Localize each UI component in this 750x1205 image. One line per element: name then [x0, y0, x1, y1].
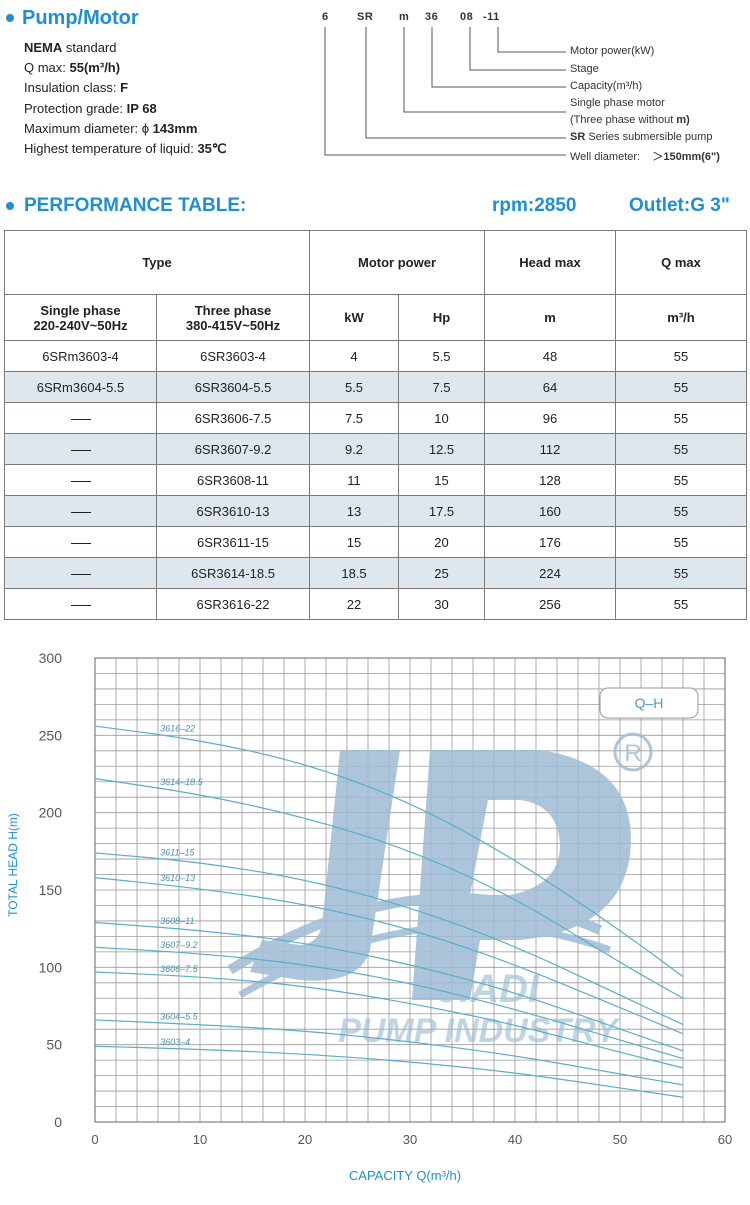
y-tick-label: 0	[54, 1114, 62, 1130]
cell-hp: 7.5	[399, 372, 485, 403]
cell-three-phase: 6SR3614-18.5	[157, 558, 310, 589]
cell-kw: 4	[310, 341, 399, 372]
x-tick-label: 50	[612, 1132, 628, 1147]
cell-kw: 15	[310, 527, 399, 558]
performance-table-wrap	[4, 230, 747, 620]
cell-head-max: 128	[485, 465, 616, 496]
dash-mark	[71, 481, 91, 482]
x-axis-title: CAPACITY Q(m³/h)	[348, 1168, 462, 1183]
table-row	[5, 496, 747, 527]
section-bullet	[6, 202, 14, 210]
header-motor-power: Motor power	[310, 231, 485, 295]
x-tick-label: 60	[717, 1132, 733, 1147]
cell-q-max: 55	[616, 341, 747, 372]
series-label: 3611–15	[160, 847, 195, 858]
spec-line: Highest temperature of liquid: 35℃	[24, 141, 227, 157]
cell-head-max: 224	[485, 558, 616, 589]
cell-three-phase: 6SR3611-15	[157, 527, 310, 558]
cell-q-max: 55	[616, 558, 747, 589]
y-tick-label: 50	[46, 1036, 62, 1053]
cell-single-phase	[5, 589, 157, 620]
cell-hp: 15	[399, 465, 485, 496]
cell-three-phase: 6SR3606-7.5	[157, 403, 310, 434]
spec-line: Insulation class: F	[24, 80, 129, 96]
series-label: 3603–4	[160, 1037, 191, 1048]
dash-mark	[71, 512, 91, 513]
cell-hp: 25	[399, 558, 485, 589]
cell-single-phase	[5, 465, 157, 496]
cell-hp: 10	[399, 403, 485, 434]
cell-single-phase	[5, 558, 157, 589]
cell-hp: 30	[399, 589, 485, 620]
header-kw: kW	[310, 295, 399, 341]
x-tick-label: 20	[297, 1132, 313, 1147]
dash-mark	[71, 574, 91, 575]
qh-chart	[0, 640, 750, 1205]
code-part: -11	[483, 11, 500, 23]
cell-head-max: 48	[485, 341, 616, 372]
header-hp: Hp	[399, 295, 485, 341]
y-tick-label: 300	[38, 650, 62, 666]
dash-mark	[71, 543, 91, 544]
cell-q-max: 55	[616, 434, 747, 465]
cell-three-phase: 6SR3603-4	[157, 341, 310, 372]
spec-line: Protection grade: IP 68	[24, 100, 157, 116]
cell-head-max: 256	[485, 589, 616, 620]
header-m: m	[485, 295, 616, 341]
performance-table	[4, 230, 747, 620]
header-q-max: Q max	[616, 231, 747, 295]
cell-hp: 20	[399, 527, 485, 558]
y-tick-label: 150	[38, 882, 62, 898]
y-tick-label: 250	[38, 727, 62, 744]
qh-badge-label: Q–H	[634, 695, 664, 711]
code-legend-line: Stage	[570, 63, 599, 75]
header-head-max: Head max	[485, 231, 616, 295]
code-legend-line: Single phase motor	[570, 97, 665, 109]
cell-single-phase: 6SRm3603-4	[5, 341, 157, 372]
cell-kw: 9.2	[310, 434, 399, 465]
series-label: 3610–13	[160, 873, 196, 884]
cell-q-max: 55	[616, 527, 747, 558]
header-m3h: m³/h	[616, 295, 747, 341]
watermark-shape	[412, 750, 631, 1000]
table-row	[5, 527, 747, 558]
code-part: m	[399, 11, 410, 23]
table-row	[5, 341, 747, 372]
header-single-phase: Single phase 220-240V~50Hz	[5, 295, 157, 341]
watermark-text: PUMP INDUSTRY	[338, 1012, 618, 1050]
header-type: Type	[5, 231, 310, 295]
watermark-text: JIADI	[436, 967, 540, 1011]
cell-three-phase: 6SR3616-22	[157, 589, 310, 620]
cell-single-phase: 6SRm3604-5.5	[5, 372, 157, 403]
series-label: 3614–18.5	[160, 776, 203, 787]
outlet-label: Outlet:G 3"	[629, 195, 730, 216]
cell-three-phase: 6SR3608-11	[157, 465, 310, 496]
x-tick-label: 30	[402, 1132, 418, 1147]
cell-head-max: 176	[485, 527, 616, 558]
code-part: 08	[460, 11, 474, 23]
cell-three-phase: 6SR3604-5.5	[157, 372, 310, 403]
y-tick-label: 200	[38, 804, 62, 821]
series-label: 3616–22	[160, 723, 196, 734]
cell-hp: 17.5	[399, 496, 485, 527]
code-legend-line: Capacity(m³/h)	[570, 80, 643, 92]
code-part: 36	[425, 11, 439, 23]
table-row	[5, 558, 747, 589]
cell-head-max: 64	[485, 372, 616, 403]
code-part: SR	[357, 11, 374, 23]
y-axis-title: TOTAL HEAD H(m)	[6, 813, 20, 917]
cell-three-phase: 6SR3610-13	[157, 496, 310, 527]
series-label: 3608–11	[160, 916, 195, 927]
dash-mark	[71, 605, 91, 606]
dash-mark	[71, 419, 91, 420]
cell-three-phase: 6SR3607-9.2	[157, 434, 310, 465]
series-label: 3607–9.2	[160, 939, 198, 950]
x-tick-label: 40	[507, 1132, 523, 1147]
cell-hp: 12.5	[399, 434, 485, 465]
rpm-label: rpm:2850	[492, 195, 577, 216]
x-tick-label: 0	[91, 1132, 99, 1147]
code-legend-line: (Three phase without m)	[570, 114, 690, 126]
cell-hp: 5.5	[399, 341, 485, 372]
pump-motor-title: Pump/Motor	[22, 7, 139, 29]
code-legend-line: Well diameter: ＞150mm(6")	[570, 151, 720, 163]
cell-kw: 5.5	[310, 372, 399, 403]
table-row	[5, 589, 747, 620]
code-legend-line: Motor power(kW)	[570, 45, 655, 57]
cell-single-phase	[5, 496, 157, 527]
cell-q-max: 55	[616, 589, 747, 620]
series-label: 3606–7.5	[160, 963, 198, 974]
code-part: 6	[322, 11, 329, 23]
table-row	[5, 465, 747, 496]
series-label: 3604–5.5	[160, 1011, 198, 1022]
x-tick-label: 10	[192, 1132, 208, 1147]
cell-q-max: 55	[616, 465, 747, 496]
table-row	[5, 434, 747, 465]
cell-single-phase	[5, 403, 157, 434]
code-legend-line: SR Series submersible pump	[570, 131, 713, 143]
qh-chart-svg	[0, 640, 750, 1200]
cell-single-phase	[5, 434, 157, 465]
spec-line: Maximum diameter: ϕ 143mm	[24, 120, 198, 136]
cell-head-max: 96	[485, 403, 616, 434]
cell-head-max: 112	[485, 434, 616, 465]
cell-kw: 7.5	[310, 403, 399, 434]
performance-title: PERFORMANCE TABLE:	[24, 195, 247, 216]
header-three-phase: Three phase 380-415V~50Hz	[157, 295, 310, 341]
spec-line: Q max: 55(m³/h)	[24, 60, 121, 76]
cell-kw: 13	[310, 496, 399, 527]
cell-single-phase	[5, 527, 157, 558]
cell-kw: 22	[310, 589, 399, 620]
registered-mark-text: R	[624, 740, 642, 767]
cell-q-max: 55	[616, 403, 747, 434]
dash-mark	[71, 450, 91, 451]
spec-line: NEMA standard	[24, 40, 117, 55]
cell-q-max: 55	[616, 372, 747, 403]
cell-kw: 18.5	[310, 558, 399, 589]
cell-q-max: 55	[616, 496, 747, 527]
cell-head-max: 160	[485, 496, 616, 527]
cell-kw: 11	[310, 465, 399, 496]
y-tick-label: 100	[38, 959, 62, 976]
table-row	[5, 372, 747, 403]
table-row	[5, 403, 747, 434]
